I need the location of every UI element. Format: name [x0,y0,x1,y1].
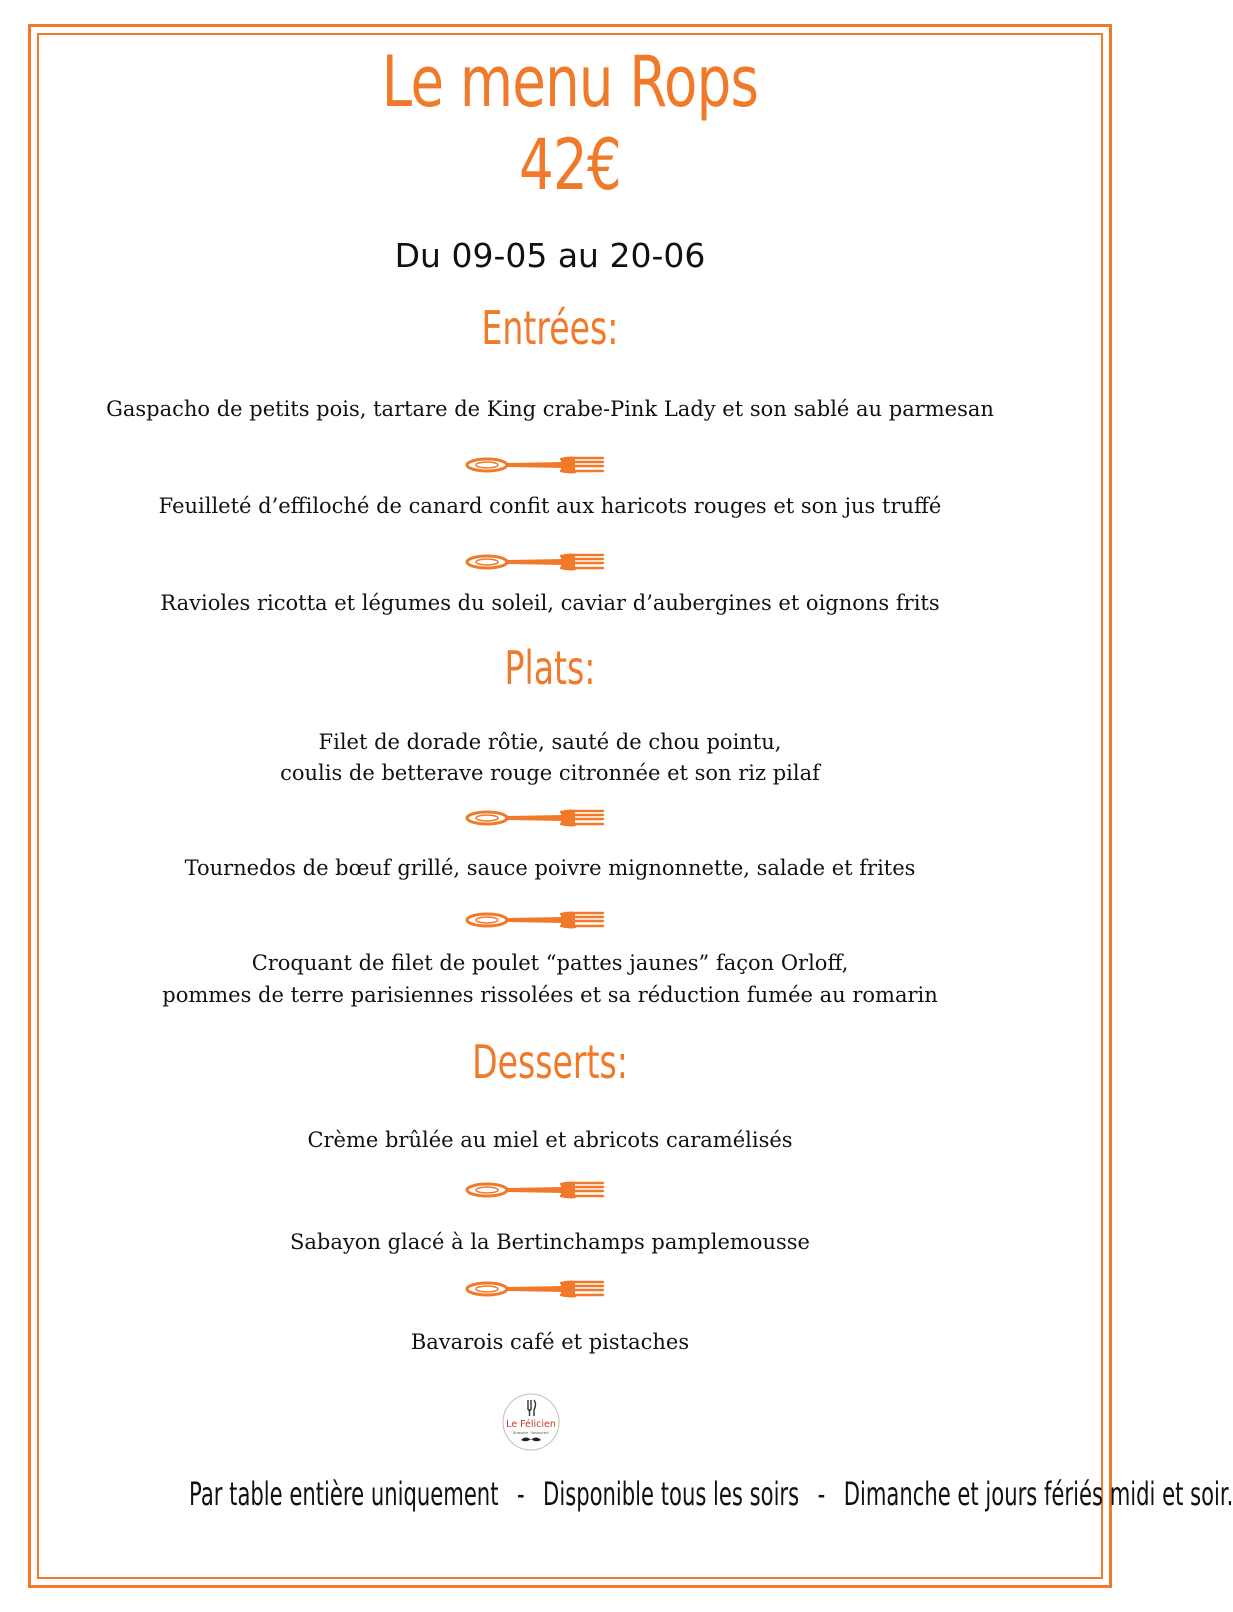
section-heading-plats: Plats: [504,641,596,695]
entree-item-1: Gaspacho de petits pois, tartare de King crabe-Pink Lady et son sablé au parmesan [106,397,994,421]
plat-item-1-line-2: coulis de betterave rouge citronnée et son riz pilaf [280,761,820,785]
section-heading-entrees: Entrées: [481,301,619,355]
footer-notes [189,1472,1233,1516]
dessert-item-2: Sabayon glacé à la Bertinchamps pamplemousse [290,1230,810,1254]
footer-note-sundays: Dimanche et jours fériés midi et soir. [843,1475,1233,1513]
fork-icon [465,908,605,932]
entree-item-3: Ravioles ricotta et légumes du soleil, caviar d’aubergines et oignons frits [160,591,940,615]
dessert-item-1: Crème brûlée au miel et abricots caramélisés [307,1128,793,1152]
footer-note-evenings: Disponible tous les soirs [543,1475,800,1513]
menu-title: Le menu Rops [381,41,759,123]
logo-name: Le Félicien [506,1419,556,1430]
logo-subtext: Brasserie · Restaurant [513,1431,549,1435]
plat-item-1-line-1: Filet de dorade rôtie, sauté de chou pointu, [318,730,782,754]
fork-icon [465,550,605,574]
fork-icon [465,1277,605,1301]
dessert-item-3: Bavarois café et pistaches [410,1330,690,1354]
plat-item-2: Tournedos de bœuf grillé, sauce poivre mignonnette, salade et frites [184,856,916,880]
menu-dates: Du 09-05 au 20-06 [394,236,706,275]
entree-item-2: Feuilleté d’effiloché de canard confit aux haricots rouges et son jus truffé [158,494,942,518]
footer-note-table: Par table entière uniquement [189,1475,499,1513]
footer-separator: - [817,1475,826,1513]
plat-item-3-line-2: pommes de terre parisiennes rissolées et sa réduction fumée au romarin [162,983,938,1007]
plat-item-3-line-1: Croquant de filet de poulet “pattes jaunes” façon Orloff, [251,951,849,975]
menu-price: 42€ [519,124,621,206]
footer-separator: - [516,1475,525,1513]
restaurant-logo [501,1392,561,1452]
fork-icon [465,453,605,477]
fork-icon [465,1178,605,1202]
fork-icon [465,806,605,830]
section-heading-desserts: Desserts: [472,1035,628,1089]
